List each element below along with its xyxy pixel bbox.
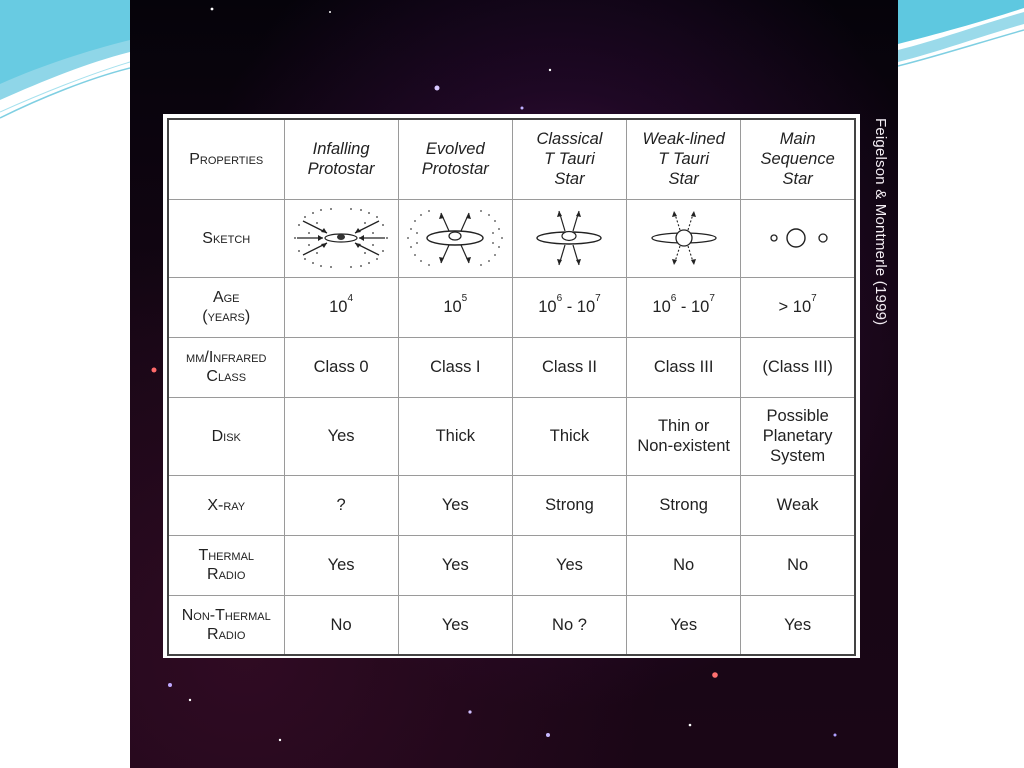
column-header-evolved-protostar: Evolved Protostar (398, 119, 512, 199)
nonthermal-value-main-sequence: Yes (741, 595, 855, 655)
weak-lined-t-tauri-sketch-icon (634, 205, 734, 271)
xray-label: X-ray (168, 475, 284, 535)
column-header-infalling-protostar: Infalling Protostar (284, 119, 398, 199)
nonthermal-value-evolved: Yes (398, 595, 512, 655)
nonthermal-value-classical: No ? (512, 595, 626, 655)
slide-background (130, 0, 898, 768)
corner-wave-decoration-left (0, 0, 130, 140)
disk-value-infalling: Yes (284, 397, 398, 475)
thermal-value-classical: Yes (512, 535, 626, 595)
sketch-evolved-protostar (398, 199, 512, 277)
nonthermal-value-weak-lined: Yes (627, 595, 741, 655)
disk-value-classical: Thick (512, 397, 626, 475)
xray-value-weak-lined: Strong (627, 475, 741, 535)
column-header-classical-t-tauri: Classical T Tauri Star (512, 119, 626, 199)
xray-value-classical: Strong (512, 475, 626, 535)
class-label: mm/Infrared Class (168, 337, 284, 397)
non-thermal-radio-label: Non-Thermal Radio (168, 595, 284, 655)
classical-t-tauri-sketch-icon (519, 205, 619, 271)
sketch-weak-lined-t-tauri (627, 199, 741, 277)
nonthermal-value-infalling: No (284, 595, 398, 655)
class-value-weak-lined: Class III (627, 337, 741, 397)
age-row (168, 277, 855, 337)
thermal-value-evolved: Yes (398, 535, 512, 595)
main-sequence-sketch-icon (748, 205, 848, 271)
evolved-protostar-sketch-icon (405, 205, 505, 271)
citation-caption: Feigelson & Montmerle (1999) (872, 118, 889, 326)
disk-value-evolved: Thick (398, 397, 512, 475)
age-value-evolved: $10^5$ (398, 277, 512, 337)
disk-row (168, 397, 855, 475)
class-value-infalling: Class 0 (284, 337, 398, 397)
xray-value-main-sequence: Weak (741, 475, 855, 535)
disk-label: Disk (168, 397, 284, 475)
header-row (168, 119, 855, 199)
thermal-value-infalling: Yes (284, 535, 398, 595)
non-thermal-radio-row (168, 595, 855, 655)
properties-table (167, 118, 856, 656)
xray-row (168, 475, 855, 535)
class-row (168, 337, 855, 397)
xray-value-infalling: ? (284, 475, 398, 535)
thermal-radio-row (168, 535, 855, 595)
sketch-infalling-protostar (284, 199, 398, 277)
sketch-row (168, 199, 855, 277)
sketch-label: Sketch (168, 199, 284, 277)
age-value-infalling: $10^4$ (284, 277, 398, 337)
thermal-radio-label: Thermal Radio (168, 535, 284, 595)
class-value-evolved: Class I (398, 337, 512, 397)
column-header-main-sequence: Main Sequence Star (741, 119, 855, 199)
thermal-value-main-sequence: No (741, 535, 855, 595)
infalling-protostar-sketch-icon (291, 205, 391, 271)
sketch-main-sequence (741, 199, 855, 277)
disk-value-weak-lined: Thin or Non-existent (627, 397, 741, 475)
age-value-weak-lined: $10^6 - 10^7$ (627, 277, 741, 337)
sketch-classical-t-tauri (512, 199, 626, 277)
column-header-weak-lined-t-tauri: Weak-lined T Tauri Star (627, 119, 741, 199)
class-value-main-sequence: (Class III) (741, 337, 855, 397)
stellar-evolution-table (163, 114, 860, 658)
disk-value-main-sequence: Possible Planetary System (741, 397, 855, 475)
class-value-classical: Class II (512, 337, 626, 397)
thermal-value-weak-lined: No (627, 535, 741, 595)
age-value-main-sequence: > $10^7$ (741, 277, 855, 337)
age-label: Age (years) (168, 277, 284, 337)
age-value-classical: $10^6 - 10^7$ (512, 277, 626, 337)
corner-wave-decoration-right (898, 0, 1024, 140)
properties-header: Properties (168, 119, 284, 199)
xray-value-evolved: Yes (398, 475, 512, 535)
